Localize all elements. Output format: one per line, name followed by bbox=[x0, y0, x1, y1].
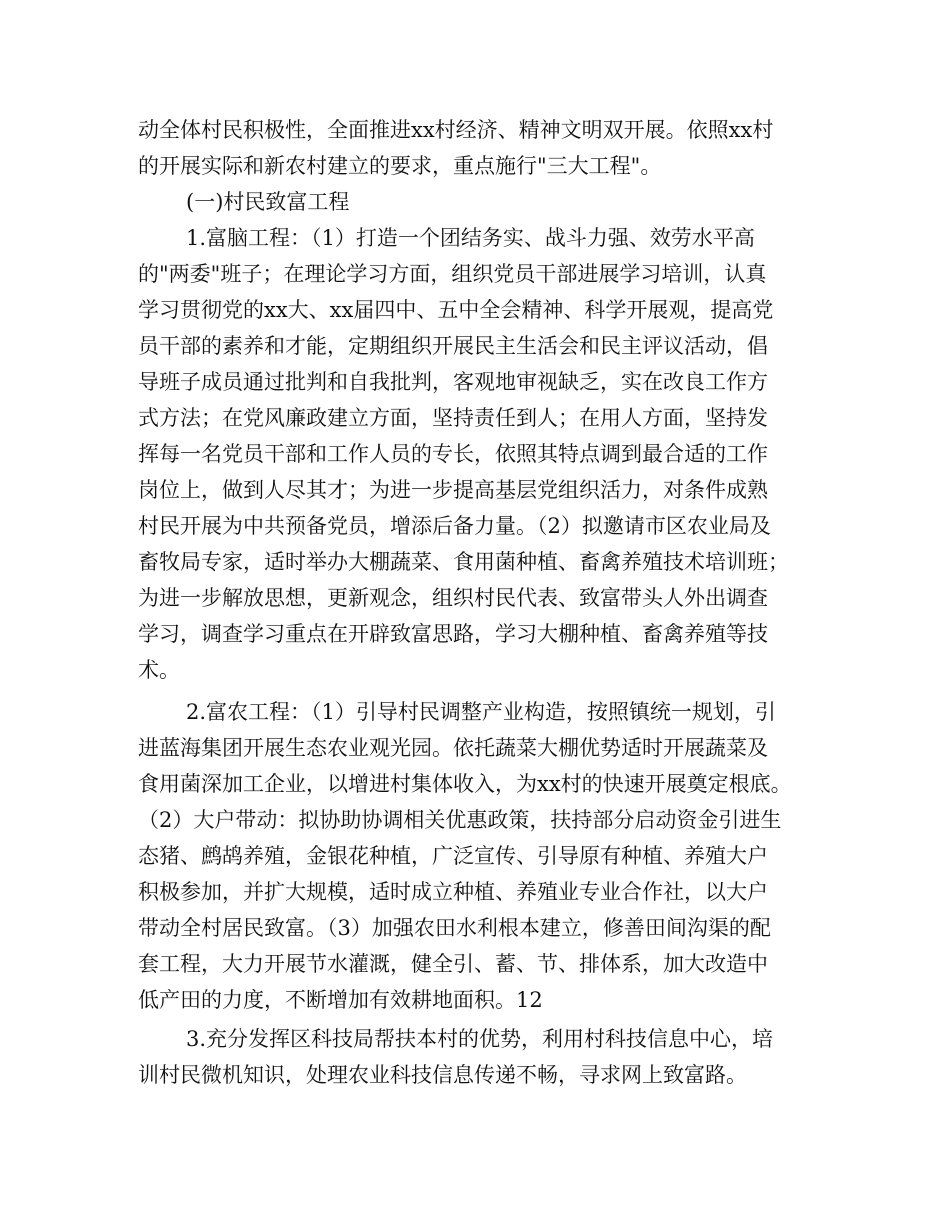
body-line: 动全体村民积极性，全面推进xx村经济、精神文明双开展。依照xx村 bbox=[138, 118, 774, 142]
body-line: （2）大户带动：拟协助协调相关优惠政策，扶持部分启动资金引进生 bbox=[138, 808, 782, 832]
body-line: 训村民微机知识，处理农业科技信息传递不畅，寻求网上致富路。 bbox=[138, 1063, 747, 1087]
body-line: 导班子成员通过批判和自我批判，客观地审视缺乏，实在改良工作方 bbox=[138, 370, 768, 394]
body-line: 学习，调查学习重点在开辟致富思路，学习大棚种植、畜禽养殖等技 bbox=[138, 622, 768, 646]
section-heading: (一)村民致富工程 bbox=[186, 190, 350, 214]
body-line: 套工程，大力开展节水灌溉，健全引、蓄、节、排体系，加大改造中 bbox=[138, 952, 768, 976]
body-line: 术。 bbox=[138, 658, 180, 682]
body-line: 村民开展为中共预备党员，增添后备力量。（2）拟邀请市区农业局及 bbox=[138, 514, 771, 538]
body-line: 的"两委"班子；在理论学习方面，组织党员干部进展学习培训，认真 bbox=[138, 262, 767, 286]
paragraph-first-line: 2.富农工程：（1）引导村民调整产业构造，按照镇统一规划，引 bbox=[186, 700, 776, 724]
body-line: 进蓝海集团开展生态农业观光园。依托蔬菜大棚优势适时开展蔬菜及 bbox=[138, 736, 768, 760]
body-line: 态猪、鹧鸪养殖，金银花种植，广泛宣传、引导原有种植、养殖大户 bbox=[138, 844, 768, 868]
body-line: 挥每一名党员干部和工作人员的专长，依照其特点调到最合适的工作 bbox=[138, 442, 768, 466]
body-line: 为进一步解放思想，更新观念，组织村民代表、致富带头人外出调查 bbox=[138, 586, 768, 610]
paragraph-first-line: 3.充分发挥区科技局帮扶本村的优势，利用村科技信息中心，培 bbox=[186, 1027, 774, 1051]
body-line: 员干部的素养和才能，定期组织开展民主生活会和民主评议活动，倡 bbox=[138, 334, 768, 358]
body-line: 学习贯彻党的xx大、xx届四中、五中全会精神、科学开展观，提高党 bbox=[138, 298, 774, 322]
body-line: 低产田的力度，不断增加有效耕地面积。12 bbox=[138, 988, 543, 1012]
body-line: 带动全村居民致富。（3）加强农田水利根本建立，修善田间沟渠的配 bbox=[138, 916, 771, 940]
body-line: 岗位上，做到人尽其才；为进一步提高基层党组织活力，对条件成熟 bbox=[138, 478, 768, 502]
paragraph-first-line: 1.富脑工程：（1）打造一个团结务实、战斗力强、效劳水平高 bbox=[186, 226, 755, 250]
body-line: 畜牧局专家，适时举办大棚蔬菜、食用菌种植、畜禽养殖技术培训班； bbox=[138, 550, 789, 574]
body-line: 积极参加，并扩大规模，适时成立种植、养殖业专业合作社，以大户 bbox=[138, 880, 768, 904]
body-line: 式方法；在党风廉政建立方面，坚持责任到人；在用人方面，坚持发 bbox=[138, 406, 768, 430]
body-line: 食用菌深加工企业，以增进村集体收入，为xx村的快速开展奠定根底。 bbox=[138, 772, 792, 796]
body-line: 的开展实际和新农村建立的要求，重点施行"三大工程"。 bbox=[138, 154, 662, 178]
